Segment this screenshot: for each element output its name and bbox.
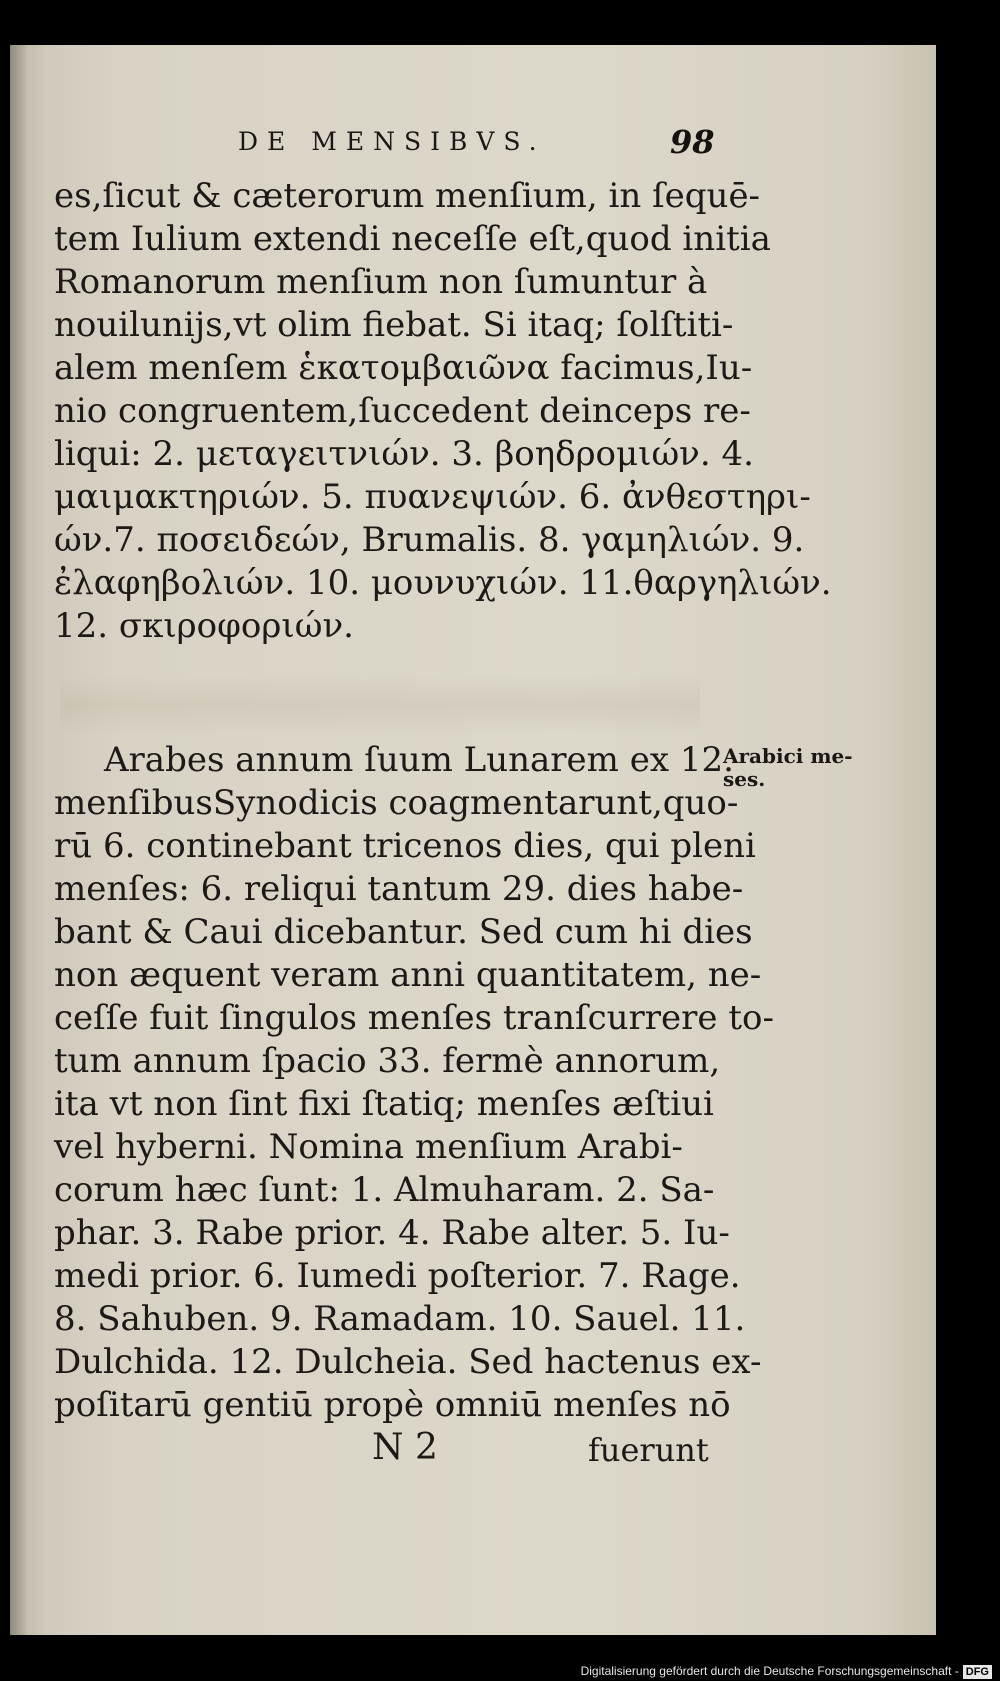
bleed-through-shadow xyxy=(60,675,700,735)
text-line: 8. Sahuben. 9. Ramadam. 10. Sauel. 11. xyxy=(54,1299,746,1339)
text-line: Romanorum menſium non ſumuntur à xyxy=(54,262,708,302)
text-line: liqui: 2. μεταγειτνιών. 3. βοηδρομιών. 4. xyxy=(54,434,754,474)
text-line: medi prior. 6. Iumedi poſterior. 7. Rage. xyxy=(54,1256,741,1296)
text-line: corum hæc ſunt: 1. Almuharam. 2. Sa- xyxy=(54,1170,715,1210)
page-header xyxy=(10,115,936,165)
text-line: ceſſe fuit ſingulos menſes tranſcurrere to- xyxy=(54,998,774,1038)
paragraph-arabic-months xyxy=(54,739,774,1427)
text-line: nouilunijs,vt olim fiebat. Si itaq; ſolſtiti- xyxy=(54,305,734,345)
paragraph-greek-months xyxy=(54,175,832,648)
signature-mark: N 2 xyxy=(372,1427,438,1468)
page-gutter-edge xyxy=(10,45,26,1635)
digitization-credit xyxy=(581,1661,1000,1681)
dfg-logo: DFG xyxy=(963,1665,992,1679)
page-number: 98 xyxy=(670,123,715,161)
text-line: phar. 3. Rabe prior. 4. Rabe alter. 5. Iu- xyxy=(54,1213,730,1253)
text-line: tem Iulium extendi neceſſe eſt,quod initia xyxy=(54,219,771,259)
book-page xyxy=(10,45,936,1635)
text-line: Dulchida. 12. Dulcheia. Sed hactenus ex- xyxy=(54,1342,762,1382)
text-line: μαιμακτηριών. 5. πυανεψιών. 6. ἀνθεστηρι- xyxy=(54,477,811,517)
text-line: vel hyberni. Nomina menſium Arabi- xyxy=(54,1127,683,1167)
credit-text: Digitalisierung gefördert durch die Deutsche Forschungsgemeinschaft - xyxy=(580,1664,959,1678)
running-head: DE MENSIBVS. xyxy=(238,127,546,156)
text-line: menſibusSynodicis coagmentarunt,quo- xyxy=(54,783,739,823)
text-line: poſitarū gentiū propè omniū menſes nō xyxy=(54,1385,731,1425)
text-line: ών.7. ποσειδεών, Brumalis. 8. γαμηλιών. 9. xyxy=(54,520,805,560)
text-line: rū 6. continebant tricenos dies, qui pleni xyxy=(54,826,756,866)
text-line: ita vt non ſint fixi ſtatiq; menſes æſtiui xyxy=(54,1084,714,1124)
margin-note xyxy=(723,745,853,791)
text-line: es,ſicut & cæterorum menſium, in ſequē- xyxy=(54,176,761,216)
text-line: nio congruentem,ſuccedent deinceps re- xyxy=(54,391,751,431)
text-line: 12. σκιροφοριών. xyxy=(54,606,354,646)
catchword: fuerunt xyxy=(588,1431,709,1469)
signature-catchword-line xyxy=(10,1427,936,1477)
text-line: ἐλαφηβολιών. 10. μουνυχιών. 11.θαργηλιών. xyxy=(54,563,832,603)
text-line: menſes: 6. reliqui tantum 29. dies habe- xyxy=(54,869,744,909)
margin-note-line: ses. xyxy=(723,767,766,791)
text-line: tum annum ſpacio 33. fermè annorum, xyxy=(54,1041,721,1081)
margin-note-line: Arabici me- xyxy=(723,744,853,768)
text-line: bant & Caui dicebantur. Sed cum hi dies xyxy=(54,912,753,952)
text-line: Arabes annum ſuum Lunarem ex 12. xyxy=(104,740,734,780)
text-line: non æquent veram anni quantitatem, ne- xyxy=(54,955,762,995)
text-line: alem menſem ἑκατομβαιῶνα facimus,Iu- xyxy=(54,348,753,388)
